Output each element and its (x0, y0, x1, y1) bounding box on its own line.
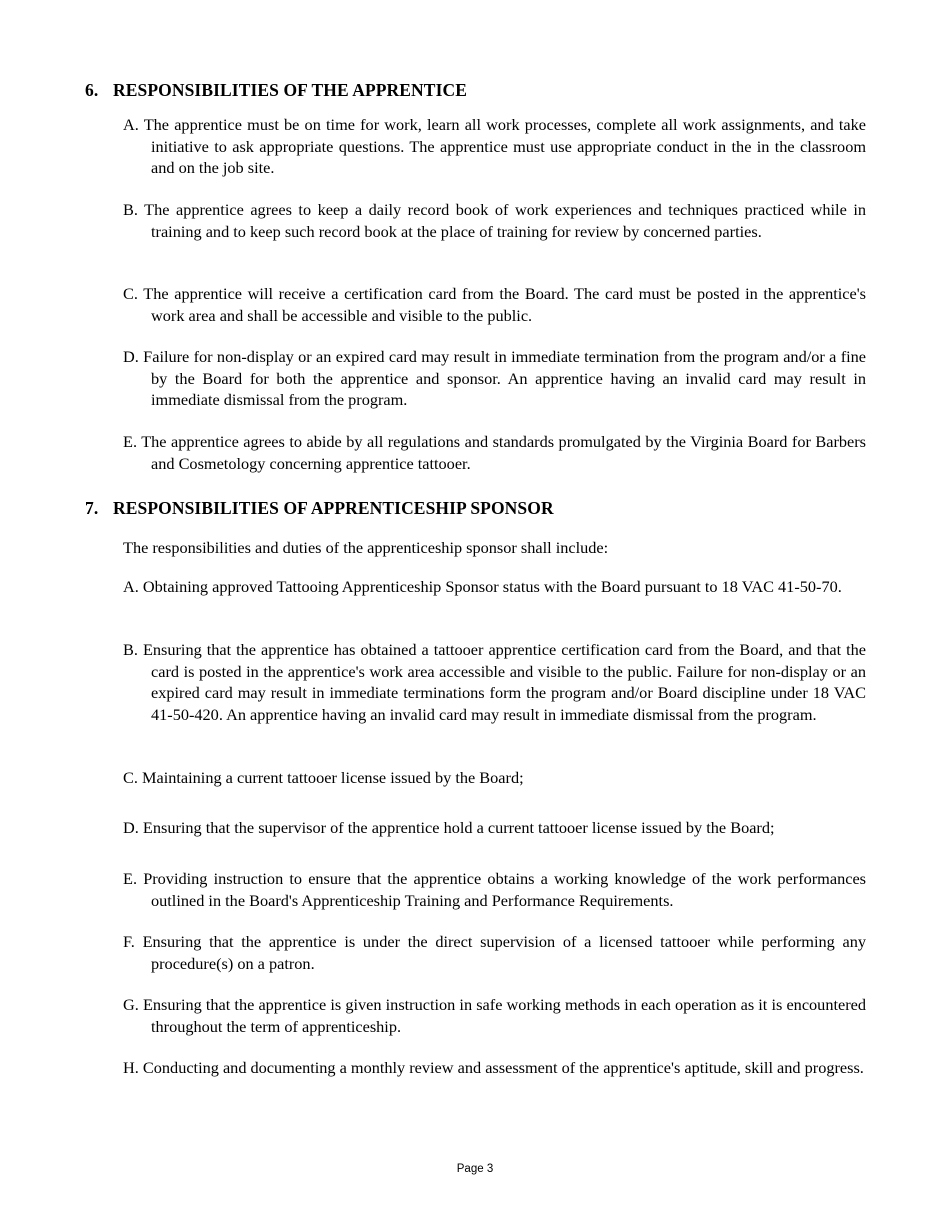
item-letter: D. (123, 818, 139, 837)
item-text: Maintaining a current tattooer license issued by the Board; (142, 768, 524, 787)
section-6-number: 6. (85, 80, 99, 100)
section-7-item-b (123, 639, 866, 725)
section-7-item-a (123, 576, 866, 598)
section-7-item-e (123, 868, 866, 911)
section-7-heading (85, 498, 554, 519)
section-7-item-g (123, 994, 866, 1037)
item-letter: H. (123, 1058, 139, 1077)
section-7-intro: The responsibilities and duties of the apprenticeship sponsor shall include: (123, 538, 609, 557)
section-7-item-h (123, 1057, 866, 1079)
item-text: Conducting and documenting a monthly review and assessment of the apprentice's aptitude, skill and progress. (142, 1058, 864, 1077)
item-text: Failure for non-display or an expired card may result in immediate termination from the program and/or a fine by the Board for both the apprentice and sponsor. An apprentice having an invalid card may result in immediate dismissal from the program. (143, 347, 867, 409)
item-letter: A. (123, 115, 139, 134)
item-text: Obtaining approved Tattooing Apprenticeship Sponsor status with the Board pursuant to 18 VAC 41-50-70. (142, 577, 842, 596)
item-letter: B. (123, 640, 138, 659)
section-7-title: RESPONSIBILITIES OF APPRENTICESHIP SPONSOR (113, 498, 554, 518)
page-number: Page 3 (456, 1163, 494, 1175)
item-letter: D. (123, 347, 139, 366)
section-6-heading (85, 80, 467, 101)
item-letter: C. (123, 284, 138, 303)
item-letter: E. (123, 869, 138, 888)
item-text: The apprentice agrees to abide by all regulations and standards promulgated by the Virginia Board for Barbers and Cosmetology concerning apprentice tattooer. (141, 432, 867, 473)
item-text: The apprentice must be on time for work, learn all work processes, complete all work assignments, and take initiative to ask appropriate questions. The apprentice must use appropriate conduct in the in the classroom and on the job site. (143, 115, 867, 177)
section-6-item-b (123, 199, 866, 242)
item-letter: F. (123, 932, 135, 951)
section-6-title: RESPONSIBILITIES OF THE APPRENTICE (113, 80, 467, 100)
item-letter: E. (123, 432, 138, 451)
section-7-item-f (123, 931, 866, 974)
section-6-item-e (123, 431, 866, 474)
section-6-item-d (123, 346, 866, 411)
section-6-item-a (123, 114, 866, 179)
item-letter: G. (123, 995, 139, 1014)
section-7-number: 7. (85, 498, 99, 518)
item-text: Ensuring that the apprentice is given instruction in safe working methods in each operation as it is encountered throughout the term of apprenticeship. (142, 995, 867, 1036)
item-text: The apprentice will receive a certification card from the Board. The card must be posted in the apprentice's work area and shall be accessible and visible to the public. (143, 284, 866, 325)
item-text: Ensuring that the supervisor of the apprentice hold a current tattooer license issued by the Board; (142, 818, 775, 837)
item-text: Ensuring that the apprentice is under the direct supervision of a licensed tattooer while performing any procedure(s) on a patron. (142, 932, 866, 973)
item-letter: A. (123, 577, 139, 596)
section-7-item-c (123, 767, 866, 789)
item-text: Ensuring that the apprentice has obtained a tattooer apprentice certification card from the Board, and that the card is posted in the apprentice's work area accessible and visible to the public. Failure for non-display or an expired card may result in immediate terminations form the program and/or Board discipline under 18 VAC 41-50-420. An apprentice having an invalid card may result in immediate dismissal from the program. (142, 640, 867, 724)
item-text: Providing instruction to ensure that the apprentice obtains a working knowledge of the work performances outlined in the Board's Apprenticeship Training and Performance Requirements. (143, 869, 867, 910)
item-letter: C. (123, 768, 138, 787)
item-text: The apprentice agrees to keep a daily record book of work experiences and techniques practiced while in training and to keep such record book at the place of training for review by concerned parties. (144, 200, 866, 241)
section-6-item-c (123, 283, 866, 326)
section-7-item-d (123, 817, 866, 839)
item-letter: B. (123, 200, 138, 219)
